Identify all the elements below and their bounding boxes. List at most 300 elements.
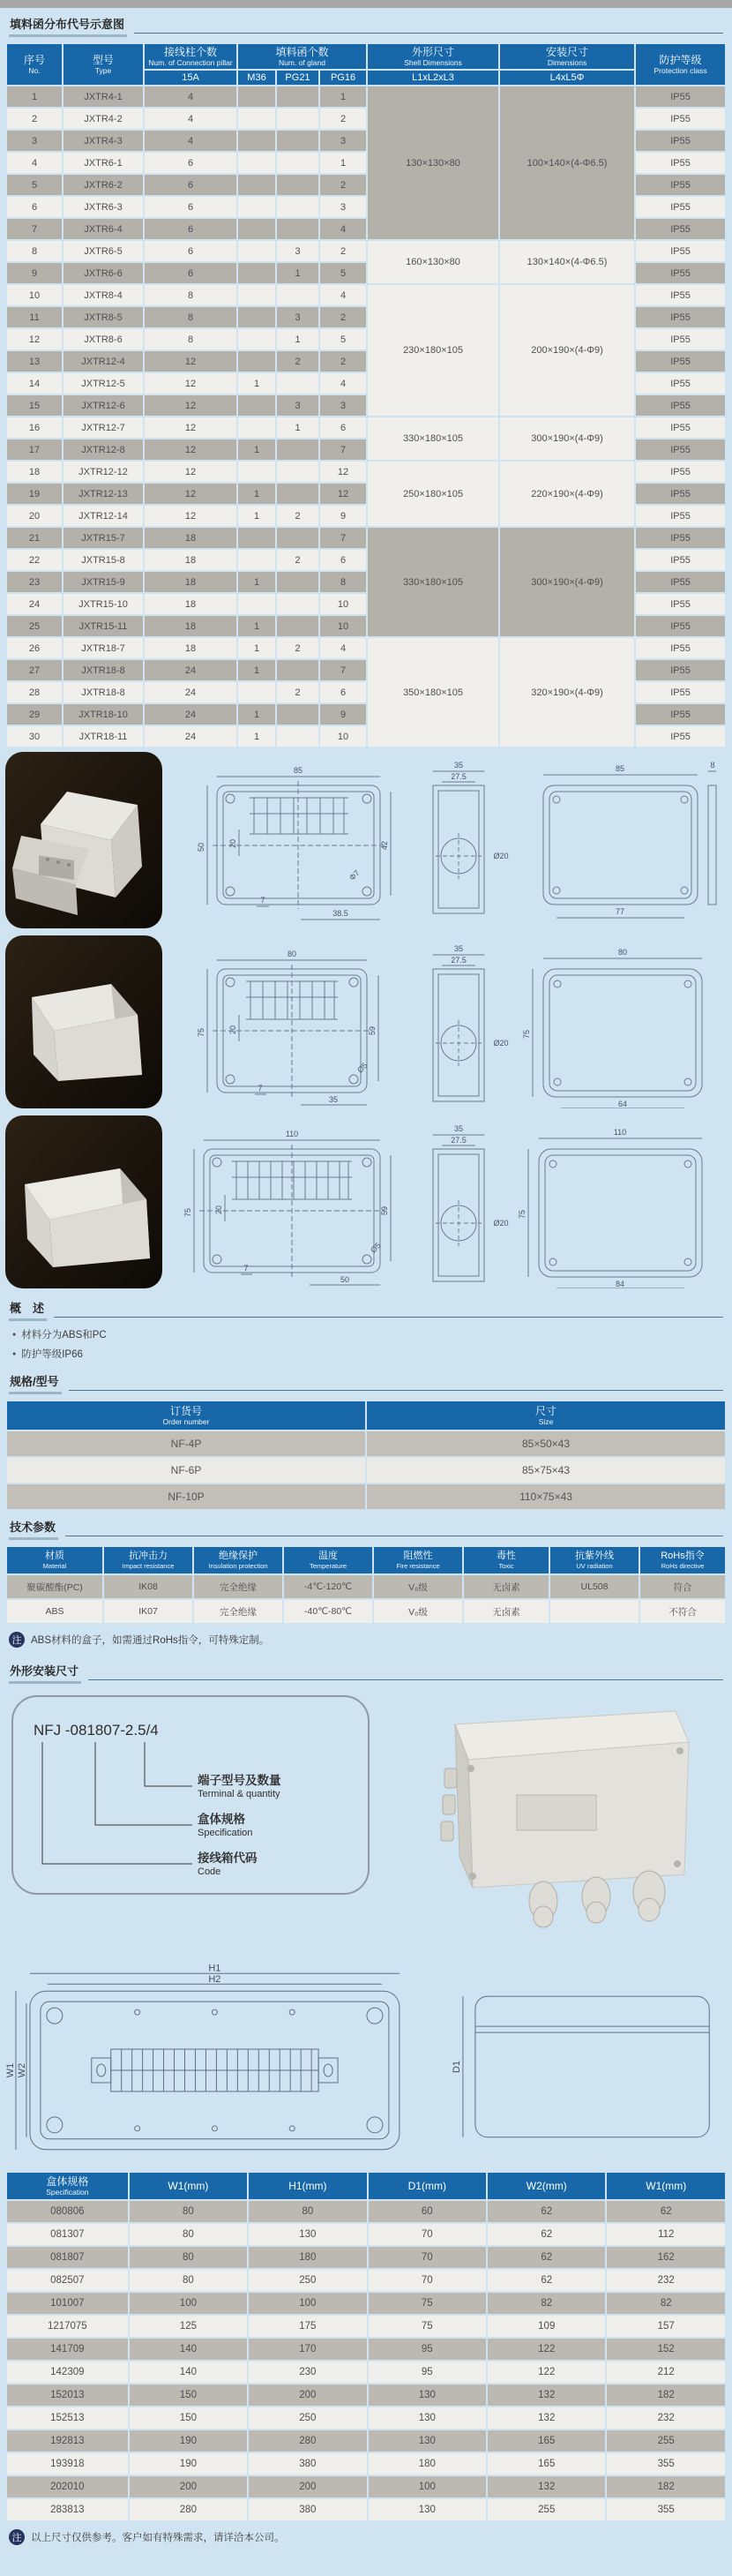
- c-15a: 24: [145, 726, 236, 747]
- table-row: [7, 2499, 725, 2520]
- c-pg21: 1: [277, 263, 318, 283]
- c-w1: 125: [130, 2316, 247, 2337]
- c-d1: 180: [369, 2453, 486, 2475]
- table-row: [7, 241, 725, 261]
- c-size: 110×75×43: [367, 1484, 725, 1509]
- c-15a: 8: [145, 329, 236, 349]
- c-15a: 12: [145, 506, 236, 526]
- c-w1: 80: [130, 2201, 247, 2222]
- outline-code-row: [0, 1686, 732, 1957]
- c-m36: [238, 550, 275, 570]
- col-uv: 抗紫外线 UV radiation: [550, 1547, 639, 1573]
- c-type: JXTR8-5: [63, 307, 143, 327]
- c-mount: 300×190×(4-Φ9): [500, 417, 634, 460]
- c-rohs: 符合: [640, 1575, 725, 1598]
- c-mount: 300×190×(4-Φ9): [500, 528, 634, 636]
- c-h1: 200: [249, 2476, 366, 2497]
- c-spec: 142309: [7, 2362, 128, 2383]
- page-title: 填料函分布代号示意图: [9, 15, 127, 37]
- dim-inner-right: 59: [368, 1025, 377, 1036]
- overview-bullets: [0, 1323, 732, 1365]
- c-ip: IP55: [636, 131, 725, 151]
- c-pg16: 10: [320, 616, 366, 636]
- dim-back-width: 110: [613, 1128, 627, 1137]
- c-pg21: [277, 373, 318, 394]
- c-type: JXTR18-7: [63, 638, 143, 658]
- c-shell: 160×130×80: [368, 241, 498, 283]
- c-pg16: 5: [320, 329, 366, 349]
- c-pg16: 10: [320, 594, 366, 614]
- c-pg16: 7: [320, 528, 366, 548]
- c-no: 21: [7, 528, 62, 548]
- c-uv: UL508: [550, 1575, 639, 1598]
- c-w1b: 182: [607, 2384, 725, 2406]
- c-pg16: 2: [320, 307, 366, 327]
- label-code-zh: 接线箱代码: [198, 1851, 258, 1865]
- c-ip: IP55: [636, 175, 725, 195]
- c-no: 10: [7, 285, 62, 305]
- table-row: [7, 528, 725, 548]
- c-order: NF-10P: [7, 1484, 365, 1509]
- c-m36: [238, 175, 275, 195]
- c-ip: IP55: [636, 86, 725, 107]
- c-15a: 12: [145, 395, 236, 416]
- c-fire: V₀级: [374, 1575, 462, 1598]
- c-w2: 132: [488, 2384, 605, 2406]
- c-pg16: 4: [320, 373, 366, 394]
- c-w1: 80: [130, 2224, 247, 2245]
- c-15a: 12: [145, 484, 236, 504]
- c-pg16: 7: [320, 439, 366, 460]
- c-type: JXTR18-10: [63, 704, 143, 725]
- table-row: [7, 1600, 725, 1623]
- c-mount: 130×140×(4-Φ6.5): [500, 241, 634, 283]
- dim-front-height: 75: [197, 1027, 205, 1038]
- dim-bottom: 50: [340, 1275, 350, 1284]
- c-d1: 130: [369, 2407, 486, 2429]
- model-table: [5, 42, 727, 748]
- c-ip: IP55: [636, 484, 725, 504]
- c-pg21: [277, 484, 318, 504]
- c-15a: 18: [145, 528, 236, 548]
- c-ip: IP55: [636, 682, 725, 702]
- col-no: 序号 No.: [7, 44, 62, 85]
- c-h1: 380: [249, 2453, 366, 2475]
- c-15a: 18: [145, 638, 236, 658]
- dim-7: 7: [260, 896, 265, 905]
- table-row: [7, 2247, 725, 2268]
- c-pg21: [277, 175, 318, 195]
- c-mount: 100×140×(4-Φ6.5): [500, 86, 634, 239]
- order-code-diagram: [5, 1689, 376, 1901]
- c-ip: IP55: [636, 506, 725, 526]
- c-type: JXTR15-9: [63, 572, 143, 592]
- c-w2: 109: [488, 2316, 605, 2337]
- c-pg21: [277, 616, 318, 636]
- order-code-model: NFJ -081807-2.5/4: [34, 1722, 159, 1739]
- c-insulation: 完全绝缘: [194, 1575, 282, 1598]
- table-row: [7, 2270, 725, 2291]
- table-row: [7, 1458, 725, 1483]
- col-l4l5: L4xL5Φ: [500, 71, 634, 85]
- dim-inner-right: 59: [380, 1205, 389, 1216]
- col-pillar: 接线柱个数 Num. of Connection pillar: [145, 44, 236, 69]
- c-m36: [238, 153, 275, 173]
- dim-h1: H1: [208, 1963, 221, 1974]
- c-no: 15: [7, 395, 62, 416]
- dim-back-height: 75: [518, 1209, 527, 1220]
- c-15a: 8: [145, 307, 236, 327]
- product-photo-2: [5, 935, 162, 1108]
- c-type: JXTR12-13: [63, 484, 143, 504]
- label-terminal-en: Terminal & quantity: [198, 1789, 280, 1799]
- col-w1: W1(mm): [130, 2173, 247, 2199]
- box-spec-table: [5, 2171, 727, 2522]
- c-type: JXTR6-2: [63, 175, 143, 195]
- table-row: [7, 2201, 725, 2222]
- dim-inner-right: 42: [380, 840, 389, 851]
- dim-screw: Φ7: [347, 868, 362, 882]
- c-m36: 1: [238, 484, 275, 504]
- c-m36: [238, 682, 275, 702]
- c-no: 24: [7, 594, 62, 614]
- section-spec-model: [0, 1365, 732, 1396]
- c-type: JXTR4-3: [63, 131, 143, 151]
- table-row: [7, 2384, 725, 2406]
- c-ip: IP55: [636, 329, 725, 349]
- drawing-row-2: [0, 932, 732, 1112]
- label-spec-zh: 盒体规格: [198, 1813, 245, 1826]
- col-mount: 安装尺寸 Dimensions: [500, 44, 634, 69]
- c-ip: IP55: [636, 373, 725, 394]
- col-impact: 抗冲击力 Impact resistance: [104, 1547, 192, 1573]
- c-w1: 140: [130, 2362, 247, 2383]
- dim-side-inner: 27.5: [451, 772, 467, 781]
- c-w1b: 355: [607, 2499, 725, 2520]
- c-pg21: [277, 153, 318, 173]
- c-spec: 080806: [7, 2201, 128, 2222]
- col-toxic: 毒性 Toxic: [464, 1547, 549, 1573]
- c-pg16: 5: [320, 263, 366, 283]
- mounting-top-view: [5, 1961, 428, 2164]
- c-m36: 1: [238, 616, 275, 636]
- c-w1: 190: [130, 2430, 247, 2452]
- c-type: JXTR6-4: [63, 219, 143, 239]
- c-type: JXTR8-4: [63, 285, 143, 305]
- c-m36: [238, 351, 275, 372]
- c-15a: 6: [145, 197, 236, 217]
- footer-note: [0, 2522, 732, 2552]
- c-d1: 130: [369, 2499, 486, 2520]
- c-15a: 18: [145, 550, 236, 570]
- c-pg16: 3: [320, 197, 366, 217]
- c-no: 8: [7, 241, 62, 261]
- c-15a: 18: [145, 572, 236, 592]
- table-row: [7, 2293, 725, 2314]
- c-w2: 132: [488, 2476, 605, 2497]
- c-pg21: 2: [277, 638, 318, 658]
- c-spec: 283813: [7, 2499, 128, 2520]
- c-m36: 1: [238, 726, 275, 747]
- c-type: JXTR6-5: [63, 241, 143, 261]
- c-type: JXTR18-11: [63, 726, 143, 747]
- c-w1: 280: [130, 2499, 247, 2520]
- model-table-head: [7, 44, 725, 85]
- col-type: 型号 Type: [63, 44, 143, 85]
- c-w2: 62: [488, 2270, 605, 2291]
- c-m36: 1: [238, 660, 275, 680]
- c-15a: 6: [145, 219, 236, 239]
- section-overview: [0, 1292, 732, 1323]
- product-photo-3: [5, 1115, 162, 1288]
- table-row: [7, 2476, 725, 2497]
- dim-front-height: 75: [183, 1207, 192, 1218]
- c-m36: [238, 462, 275, 482]
- col-temperature: 温度 Temperature: [284, 1547, 372, 1573]
- c-ip: IP55: [636, 704, 725, 725]
- c-d1: 100: [369, 2476, 486, 2497]
- c-ip: IP55: [636, 197, 725, 217]
- c-d1: 130: [369, 2384, 486, 2406]
- c-ip: IP55: [636, 726, 725, 747]
- c-pg21: [277, 439, 318, 460]
- c-pg21: [277, 572, 318, 592]
- table-row: [7, 2430, 725, 2452]
- dim-bottom: 38.5: [332, 909, 348, 918]
- mounting-side-view: [437, 1961, 727, 2164]
- c-temp: -4℃-120℃: [284, 1575, 372, 1598]
- c-type: JXTR12-7: [63, 417, 143, 438]
- c-spec: 101007: [7, 2293, 128, 2314]
- c-spec: 1217075: [7, 2316, 128, 2337]
- c-d1: 70: [369, 2224, 486, 2245]
- col-size: 尺寸 Size: [367, 1401, 725, 1430]
- c-w2: 255: [488, 2499, 605, 2520]
- c-w2: 122: [488, 2362, 605, 2383]
- c-d1: 75: [369, 2316, 486, 2337]
- c-15a: 4: [145, 86, 236, 107]
- c-ip: IP55: [636, 638, 725, 658]
- c-type: JXTR4-2: [63, 109, 143, 129]
- c-no: 11: [7, 307, 62, 327]
- c-pg21: [277, 462, 318, 482]
- dim-hole: Ø20: [493, 852, 509, 860]
- c-w2: 62: [488, 2224, 605, 2245]
- c-15a: 24: [145, 660, 236, 680]
- dim-inner-20: 20: [228, 1025, 237, 1035]
- c-no: 9: [7, 263, 62, 283]
- table-row: [7, 2407, 725, 2429]
- c-ip: IP55: [636, 528, 725, 548]
- c-w1: 190: [130, 2453, 247, 2475]
- c-no: 3: [7, 131, 62, 151]
- c-type: JXTR6-6: [63, 263, 143, 283]
- c-ip: IP55: [636, 109, 725, 129]
- c-no: 1: [7, 86, 62, 107]
- section-fill-code-title: [0, 8, 732, 39]
- technical-drawing-2: [168, 935, 727, 1108]
- c-pg16: 2: [320, 175, 366, 195]
- dim-hole: Ø20: [493, 1039, 509, 1048]
- c-spec: 202010: [7, 2476, 128, 2497]
- c-w1b: 112: [607, 2224, 725, 2245]
- tech-title: 技术参数: [9, 1518, 58, 1540]
- c-m36: [238, 241, 275, 261]
- c-w1b: 152: [607, 2339, 725, 2360]
- c-pg21: [277, 219, 318, 239]
- c-h1: 250: [249, 2407, 366, 2429]
- c-w1b: 232: [607, 2407, 725, 2429]
- c-15a: 6: [145, 153, 236, 173]
- c-pg16: 12: [320, 462, 366, 482]
- dim-front-width: 110: [285, 1130, 299, 1138]
- c-mount: 200×190×(4-Φ9): [500, 285, 634, 416]
- c-pg16: 4: [320, 638, 366, 658]
- table-row: [7, 2224, 725, 2245]
- c-spec: 141709: [7, 2339, 128, 2360]
- c-d1: 75: [369, 2293, 486, 2314]
- spec-table: [5, 1400, 727, 1511]
- c-material: 聚碳酸酯(PC): [7, 1575, 102, 1598]
- c-pg16: 1: [320, 153, 366, 173]
- c-w1b: 255: [607, 2430, 725, 2452]
- c-pg21: [277, 528, 318, 548]
- c-m36: 1: [238, 704, 275, 725]
- c-15a: 12: [145, 351, 236, 372]
- dim-screw: Ø5: [369, 1241, 383, 1255]
- c-15a: 6: [145, 263, 236, 283]
- c-ip: IP55: [636, 417, 725, 438]
- c-h1: 170: [249, 2339, 366, 2360]
- c-impact: IK08: [104, 1575, 192, 1598]
- c-d1: 95: [369, 2362, 486, 2383]
- table-row: [7, 285, 725, 305]
- c-type: JXTR15-8: [63, 550, 143, 570]
- c-15a: 24: [145, 704, 236, 725]
- c-no: 7: [7, 219, 62, 239]
- col-pg16: PG16: [320, 71, 366, 85]
- c-w2: 165: [488, 2453, 605, 2475]
- c-w1: 100: [130, 2293, 247, 2314]
- c-15a: 4: [145, 109, 236, 129]
- c-no: 18: [7, 462, 62, 482]
- c-h1: 80: [249, 2201, 366, 2222]
- c-ip: IP55: [636, 616, 725, 636]
- c-pg16: 9: [320, 506, 366, 526]
- c-m36: [238, 528, 275, 548]
- c-shell: 350×180×105: [368, 638, 498, 747]
- c-no: 6: [7, 197, 62, 217]
- table-row: [7, 462, 725, 482]
- c-spec: 081807: [7, 2247, 128, 2268]
- c-pg21: 2: [277, 682, 318, 702]
- c-spec: 193918: [7, 2453, 128, 2475]
- c-toxic: 无卤素: [464, 1575, 549, 1598]
- technical-drawing-1: [168, 752, 727, 928]
- c-type: JXTR12-6: [63, 395, 143, 416]
- dim-7: 7: [243, 1264, 249, 1273]
- c-size: 85×50×43: [367, 1431, 725, 1456]
- dim-front-height: 50: [197, 842, 205, 852]
- c-pg21: [277, 594, 318, 614]
- col-15a: 15A: [145, 71, 236, 85]
- c-no: 17: [7, 439, 62, 460]
- c-size: 85×75×43: [367, 1458, 725, 1483]
- c-w1: 80: [130, 2247, 247, 2268]
- dim-7: 7: [258, 1084, 263, 1093]
- c-m36: [238, 594, 275, 614]
- c-pg16: 6: [320, 550, 366, 570]
- c-m36: [238, 197, 275, 217]
- outline-drawing-row: [0, 1957, 732, 2167]
- c-spec: 152513: [7, 2407, 128, 2429]
- dim-screw: Ø5: [355, 1061, 370, 1075]
- c-pg16: 10: [320, 726, 366, 747]
- c-w2: 165: [488, 2430, 605, 2452]
- c-pg21: [277, 660, 318, 680]
- c-w1b: 355: [607, 2453, 725, 2475]
- c-m36: [238, 329, 275, 349]
- c-no: 28: [7, 682, 62, 702]
- c-15a: 6: [145, 175, 236, 195]
- c-ip: IP55: [636, 241, 725, 261]
- c-m36: [238, 219, 275, 239]
- c-no: 5: [7, 175, 62, 195]
- c-no: 25: [7, 616, 62, 636]
- dim-side-depth: 35: [453, 1124, 464, 1133]
- c-spec: 192813: [7, 2430, 128, 2452]
- c-pg16: 3: [320, 395, 366, 416]
- dim-lid: 8: [710, 761, 715, 770]
- dim-hole: Ø20: [493, 1219, 509, 1228]
- c-m36: [238, 131, 275, 151]
- c-m36: [238, 86, 275, 107]
- c-pg16: 3: [320, 131, 366, 151]
- top-strip: [0, 0, 732, 8]
- c-impact: IK07: [104, 1600, 192, 1623]
- c-m36: 1: [238, 506, 275, 526]
- c-no: 23: [7, 572, 62, 592]
- c-pg16: 2: [320, 241, 366, 261]
- c-w1b: 182: [607, 2476, 725, 2497]
- c-h1: 250: [249, 2270, 366, 2291]
- c-w2: 82: [488, 2293, 605, 2314]
- c-15a: 24: [145, 682, 236, 702]
- c-pg21: 1: [277, 417, 318, 438]
- c-ip: IP55: [636, 395, 725, 416]
- c-type: JXTR12-5: [63, 373, 143, 394]
- section-tech-params: [0, 1511, 732, 1542]
- c-h1: 180: [249, 2247, 366, 2268]
- dim-back-bottom: 64: [617, 1100, 628, 1108]
- c-spec: 082507: [7, 2270, 128, 2291]
- c-h1: 200: [249, 2384, 366, 2406]
- col-l1l2l3: L1xL2xL3: [368, 71, 498, 85]
- table-row: [7, 2316, 725, 2337]
- c-m36: 1: [238, 572, 275, 592]
- model-table-body: [7, 86, 725, 747]
- c-h1: 380: [249, 2499, 366, 2520]
- c-shell: 130×130×80: [368, 86, 498, 239]
- c-type: JXTR15-7: [63, 528, 143, 548]
- c-15a: 12: [145, 462, 236, 482]
- table-row: [7, 417, 725, 438]
- col-protection: 防护等级 Protection class: [636, 44, 725, 85]
- c-type: JXTR6-1: [63, 153, 143, 173]
- c-no: 13: [7, 351, 62, 372]
- c-ip: IP55: [636, 550, 725, 570]
- c-type: JXTR18-8: [63, 682, 143, 702]
